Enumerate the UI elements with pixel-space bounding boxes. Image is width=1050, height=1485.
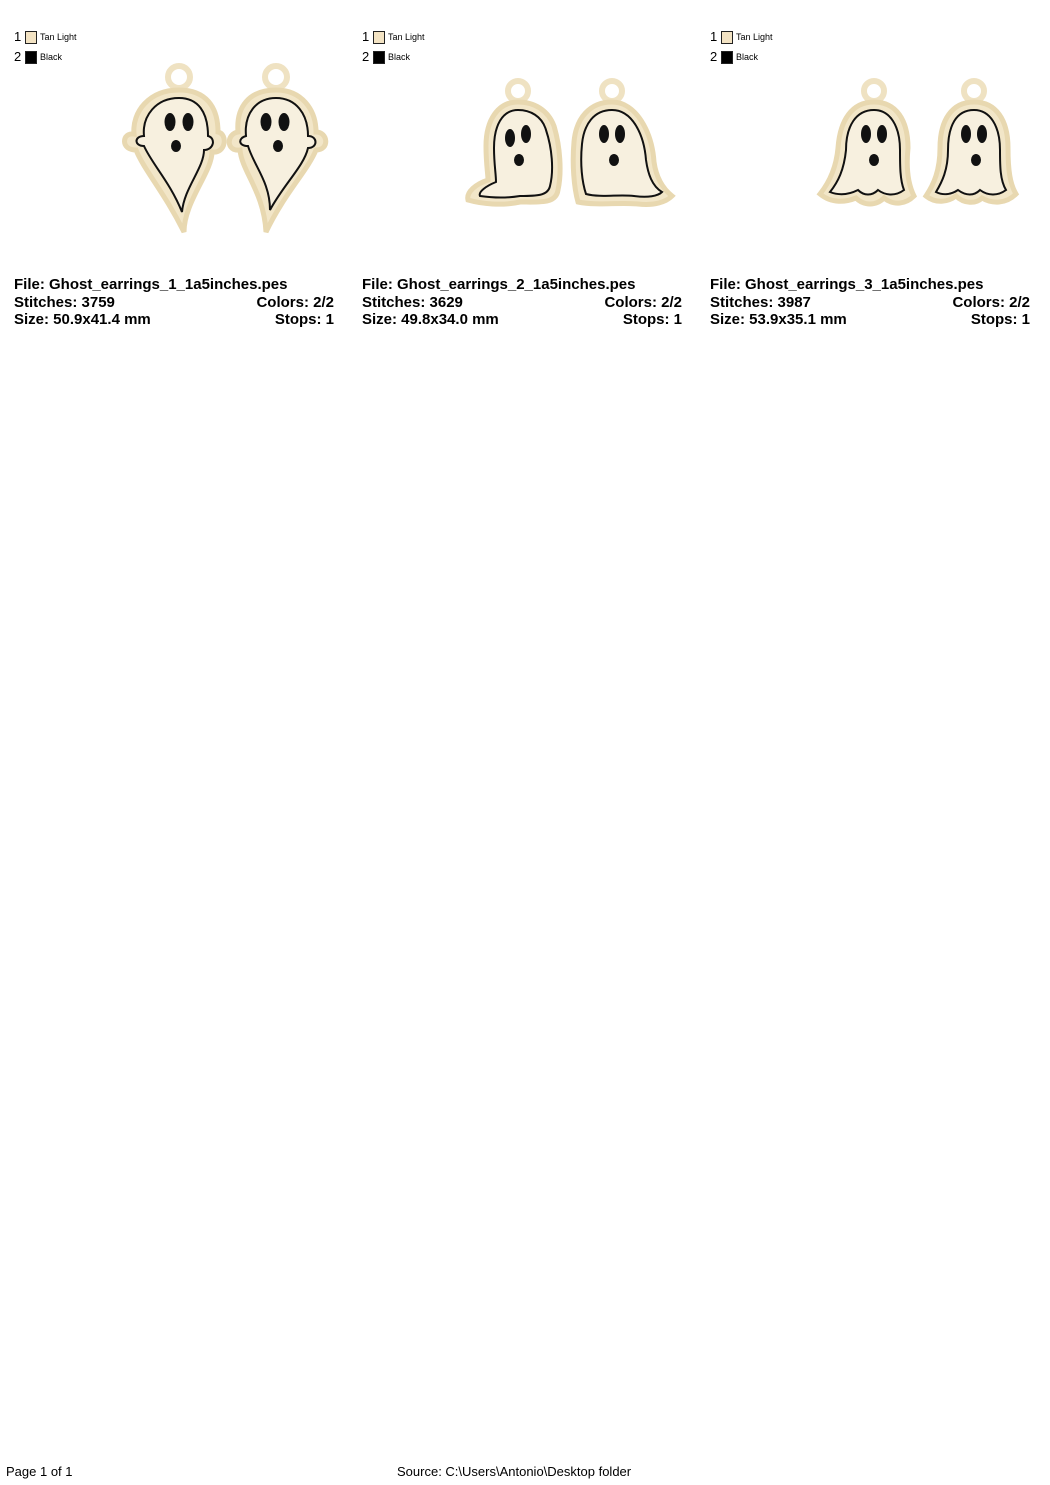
- stitch-count: Stitches: 3759: [14, 293, 115, 311]
- stop-count: Stops: 1: [274, 311, 334, 328]
- design-size: Size: 50.9x41.4 mm: [14, 311, 151, 328]
- ghost-earrings-pointed-icon: [114, 62, 344, 242]
- ghost-earrings-floating-icon: [462, 76, 692, 256]
- thread-row-2: [362, 48, 410, 66]
- thread-name: Tan Light: [40, 32, 77, 42]
- color-count: Colors: 2/2: [952, 293, 1030, 311]
- design-size: Size: 53.9x35.1 mm: [710, 311, 847, 328]
- page-number: Page 1 of 1: [6, 1464, 73, 1479]
- thread-number: 2: [14, 49, 22, 64]
- stop-count: Stops: 1: [970, 311, 1030, 328]
- thread-row-1: [710, 28, 773, 46]
- thread-number: 2: [362, 49, 370, 64]
- thread-swatch: [373, 31, 385, 44]
- color-count: Colors: 2/2: [604, 293, 682, 311]
- thread-number: 1: [14, 29, 22, 44]
- thread-name: Tan Light: [388, 32, 425, 42]
- thread-swatch: [25, 51, 37, 64]
- stitch-count: Stitches: 3629: [362, 293, 463, 311]
- file-name: File: Ghost_earrings_2_1a5inches.pes: [362, 276, 636, 293]
- thread-number: 1: [710, 29, 718, 44]
- design-info: [710, 276, 1030, 329]
- thread-swatch: [721, 51, 733, 64]
- ghost-earrings-sheet-icon: [810, 76, 1040, 256]
- design-block-1: [14, 0, 354, 340]
- stitch-count: Stitches: 3987: [710, 293, 811, 311]
- thread-row-1: [362, 28, 425, 46]
- file-name: File: Ghost_earrings_1_1a5inches.pes: [14, 276, 288, 293]
- stop-count: Stops: 1: [622, 311, 682, 328]
- thread-row-2: [710, 48, 758, 66]
- thread-number: 1: [362, 29, 370, 44]
- thread-name: Black: [40, 52, 63, 62]
- design-block-3: [710, 0, 1050, 340]
- thread-swatch: [721, 31, 733, 44]
- thread-swatch: [373, 51, 385, 64]
- thread-swatch: [25, 31, 37, 44]
- thread-row-2: [14, 48, 62, 66]
- color-count: Colors: 2/2: [256, 293, 334, 311]
- source-path: Source: C:\Users\Antonio\Desktop folder: [397, 1464, 632, 1479]
- thread-name: Black: [388, 52, 411, 62]
- file-name: File: Ghost_earrings_3_1a5inches.pes: [710, 276, 984, 293]
- thread-name: Black: [736, 52, 759, 62]
- design-info: [362, 276, 682, 329]
- thread-number: 2: [710, 49, 718, 64]
- thread-name: Tan Light: [736, 32, 773, 42]
- thread-row-1: [14, 28, 77, 46]
- design-info: [14, 276, 334, 329]
- design-block-2: [362, 0, 702, 340]
- design-size: Size: 49.8x34.0 mm: [362, 311, 499, 328]
